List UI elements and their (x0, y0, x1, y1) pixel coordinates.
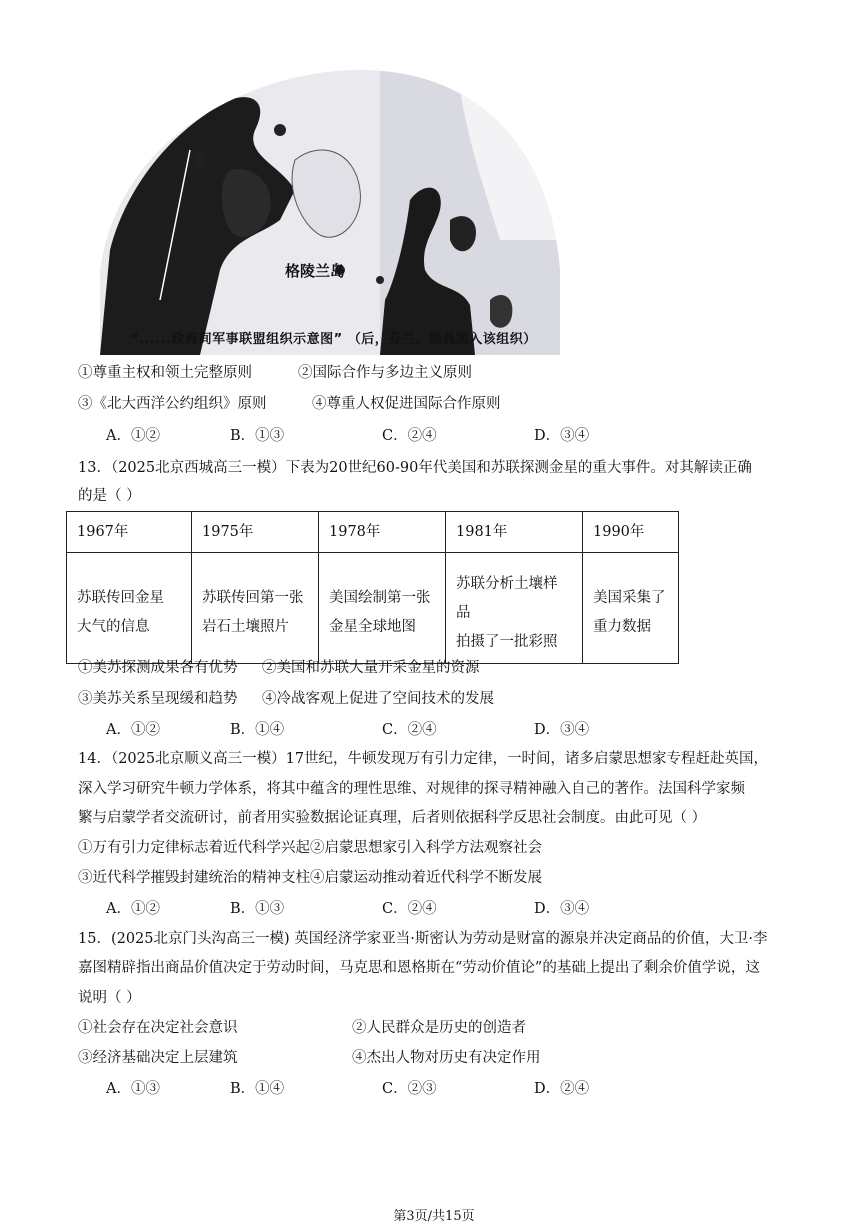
table-cell-line: 苏联分析土壤样 (456, 575, 558, 592)
table-event-1978 (319, 553, 446, 664)
table-row (67, 512, 679, 553)
table-cell-line: 美国绘制第一张 (329, 590, 431, 606)
page-number-footer: 第3页/共15页 (393, 1209, 475, 1224)
q13-choice-a: A．①② (106, 722, 160, 738)
greenland-label: 格陵兰岛 (285, 262, 346, 280)
q14-options-34: ③近代科学摧毁封建统治的精神支柱④启蒙运动推动着近代科学不断发展 (78, 870, 542, 886)
table-year-1978: 1978年 (319, 512, 446, 553)
table-year-1975: 1975年 (192, 512, 319, 553)
q13-option-2: ②美国和苏联大量开采金星的资源 (262, 660, 480, 676)
q14-choice-a: A．①② (106, 901, 160, 917)
table-year-1981: 1981年 (446, 512, 583, 553)
map-caption: “......政府间军事联盟组织示意图” （后，芬兰、瑞典加入该组织） (130, 332, 537, 347)
polar-map-image (80, 70, 580, 355)
q14-choice-b: B．①③ (230, 901, 285, 917)
table-cell-line: 大气的信息 (77, 619, 150, 635)
q13-option-3: ③美苏关系呈现缓和趋势 (78, 691, 238, 707)
q15-stem-line2: 嘉图精辟指出商品价值决定于劳动时间，马克思和恩格斯在“劳动价值论”的基础上提出了剩余价值学说，这 (78, 960, 760, 976)
table-event-1990 (583, 553, 679, 664)
q15-option-1: ①社会存在决定社会意识 (78, 1020, 238, 1036)
q12-choice-d: D．③④ (534, 428, 590, 444)
q14-stem-line2: 深入学习研究牛顿力学体系，将其中蕴含的理性思维、对规律的探寻精神融入自己的著作。法国科学家频 (78, 781, 745, 797)
q14-choice-c: C．②④ (382, 901, 437, 917)
q15-choice-c: C．②③ (382, 1081, 437, 1097)
q15-option-3: ③经济基础决定上层建筑 (78, 1050, 238, 1066)
q13-events-table (66, 511, 679, 664)
table-cell-line: 苏联传回第一张 (202, 590, 304, 606)
q15-stem-line3: 说明（ ） (78, 990, 141, 1006)
polar-map-figure (80, 70, 580, 355)
q13-option-4: ④冷战客观上促进了空间技术的发展 (262, 691, 494, 707)
q13-stem-line1: 13．（2025北京西城高三一模）下表为20世纪60-90年代美国和苏联探测金星的重大事件。对其解读正确 (78, 460, 752, 476)
table-event-1967 (67, 553, 192, 664)
q14-stem-line3: 繁与启蒙学者交流研讨，前者用实验数据论证真理，后者则依据科学反思社会制度。由此可见（ ） (78, 810, 707, 826)
q12-option-3: ③《北大西洋公约组织》原则 (78, 396, 267, 412)
q12-choice-c: C．②④ (382, 428, 437, 444)
table-cell-line: 品 (456, 604, 471, 621)
table-cell-line: 岩石土壤照片 (202, 619, 289, 635)
table-year-1967: 1967年 (67, 512, 192, 553)
q15-choice-b: B．①④ (230, 1081, 285, 1097)
table-cell-line: 重力数据 (593, 619, 651, 635)
q15-choice-a: A．①③ (106, 1081, 160, 1097)
q12-option-1: ①尊重主权和领土完整原则 (78, 365, 252, 381)
table-cell-line: 美国采集了 (593, 590, 666, 606)
q15-option-4: ④杰出人物对历史有决定作用 (352, 1050, 541, 1066)
table-cell-line: 金星全球地图 (329, 619, 416, 635)
q14-options-12: ①万有引力定律标志着近代科学兴起②启蒙思想家引入科学方法观察社会 (78, 840, 542, 856)
q15-stem-line1: 15．(2025北京门头沟高三一模) 英国经济学家亚当·斯密认为劳动是财富的源泉并决定商品的价值，大卫·李 (78, 931, 768, 947)
q12-option-2: ②国际合作与多边主义原则 (298, 365, 472, 381)
q12-choice-a: A．①② (106, 428, 160, 444)
table-event-1981 (446, 553, 583, 664)
q13-choice-b: B．①④ (230, 722, 285, 738)
q14-stem-line1: 14．（2025北京顺义高三一模）17世纪，牛顿发现万有引力定律，一时间，诸多启蒙思想家专程赶赴英国， (78, 751, 769, 767)
table-event-1975 (192, 553, 319, 664)
q14-choice-d: D．③④ (534, 901, 590, 917)
q12-options-row1 (78, 361, 252, 382)
table-year-1990: 1990年 (583, 512, 679, 553)
q13-choice-c: C．②④ (382, 722, 437, 738)
q15-option-2: ②人民群众是历史的创造者 (352, 1020, 526, 1036)
table-cell-line: 拍摄了一批彩照 (456, 633, 558, 650)
q12-choice-b: B．①③ (230, 428, 285, 444)
table-row (67, 553, 679, 664)
q13-stem-line2: 的是（ ） (78, 488, 141, 504)
q13-option-1: ①美苏探测成果各有优势 (78, 660, 238, 676)
q13-choice-d: D．③④ (534, 722, 590, 738)
table-cell-line: 苏联传回金星 (77, 590, 164, 606)
q15-choice-d: D．②④ (534, 1081, 590, 1097)
q12-option-4: ④尊重人权促进国际合作原则 (312, 396, 501, 412)
